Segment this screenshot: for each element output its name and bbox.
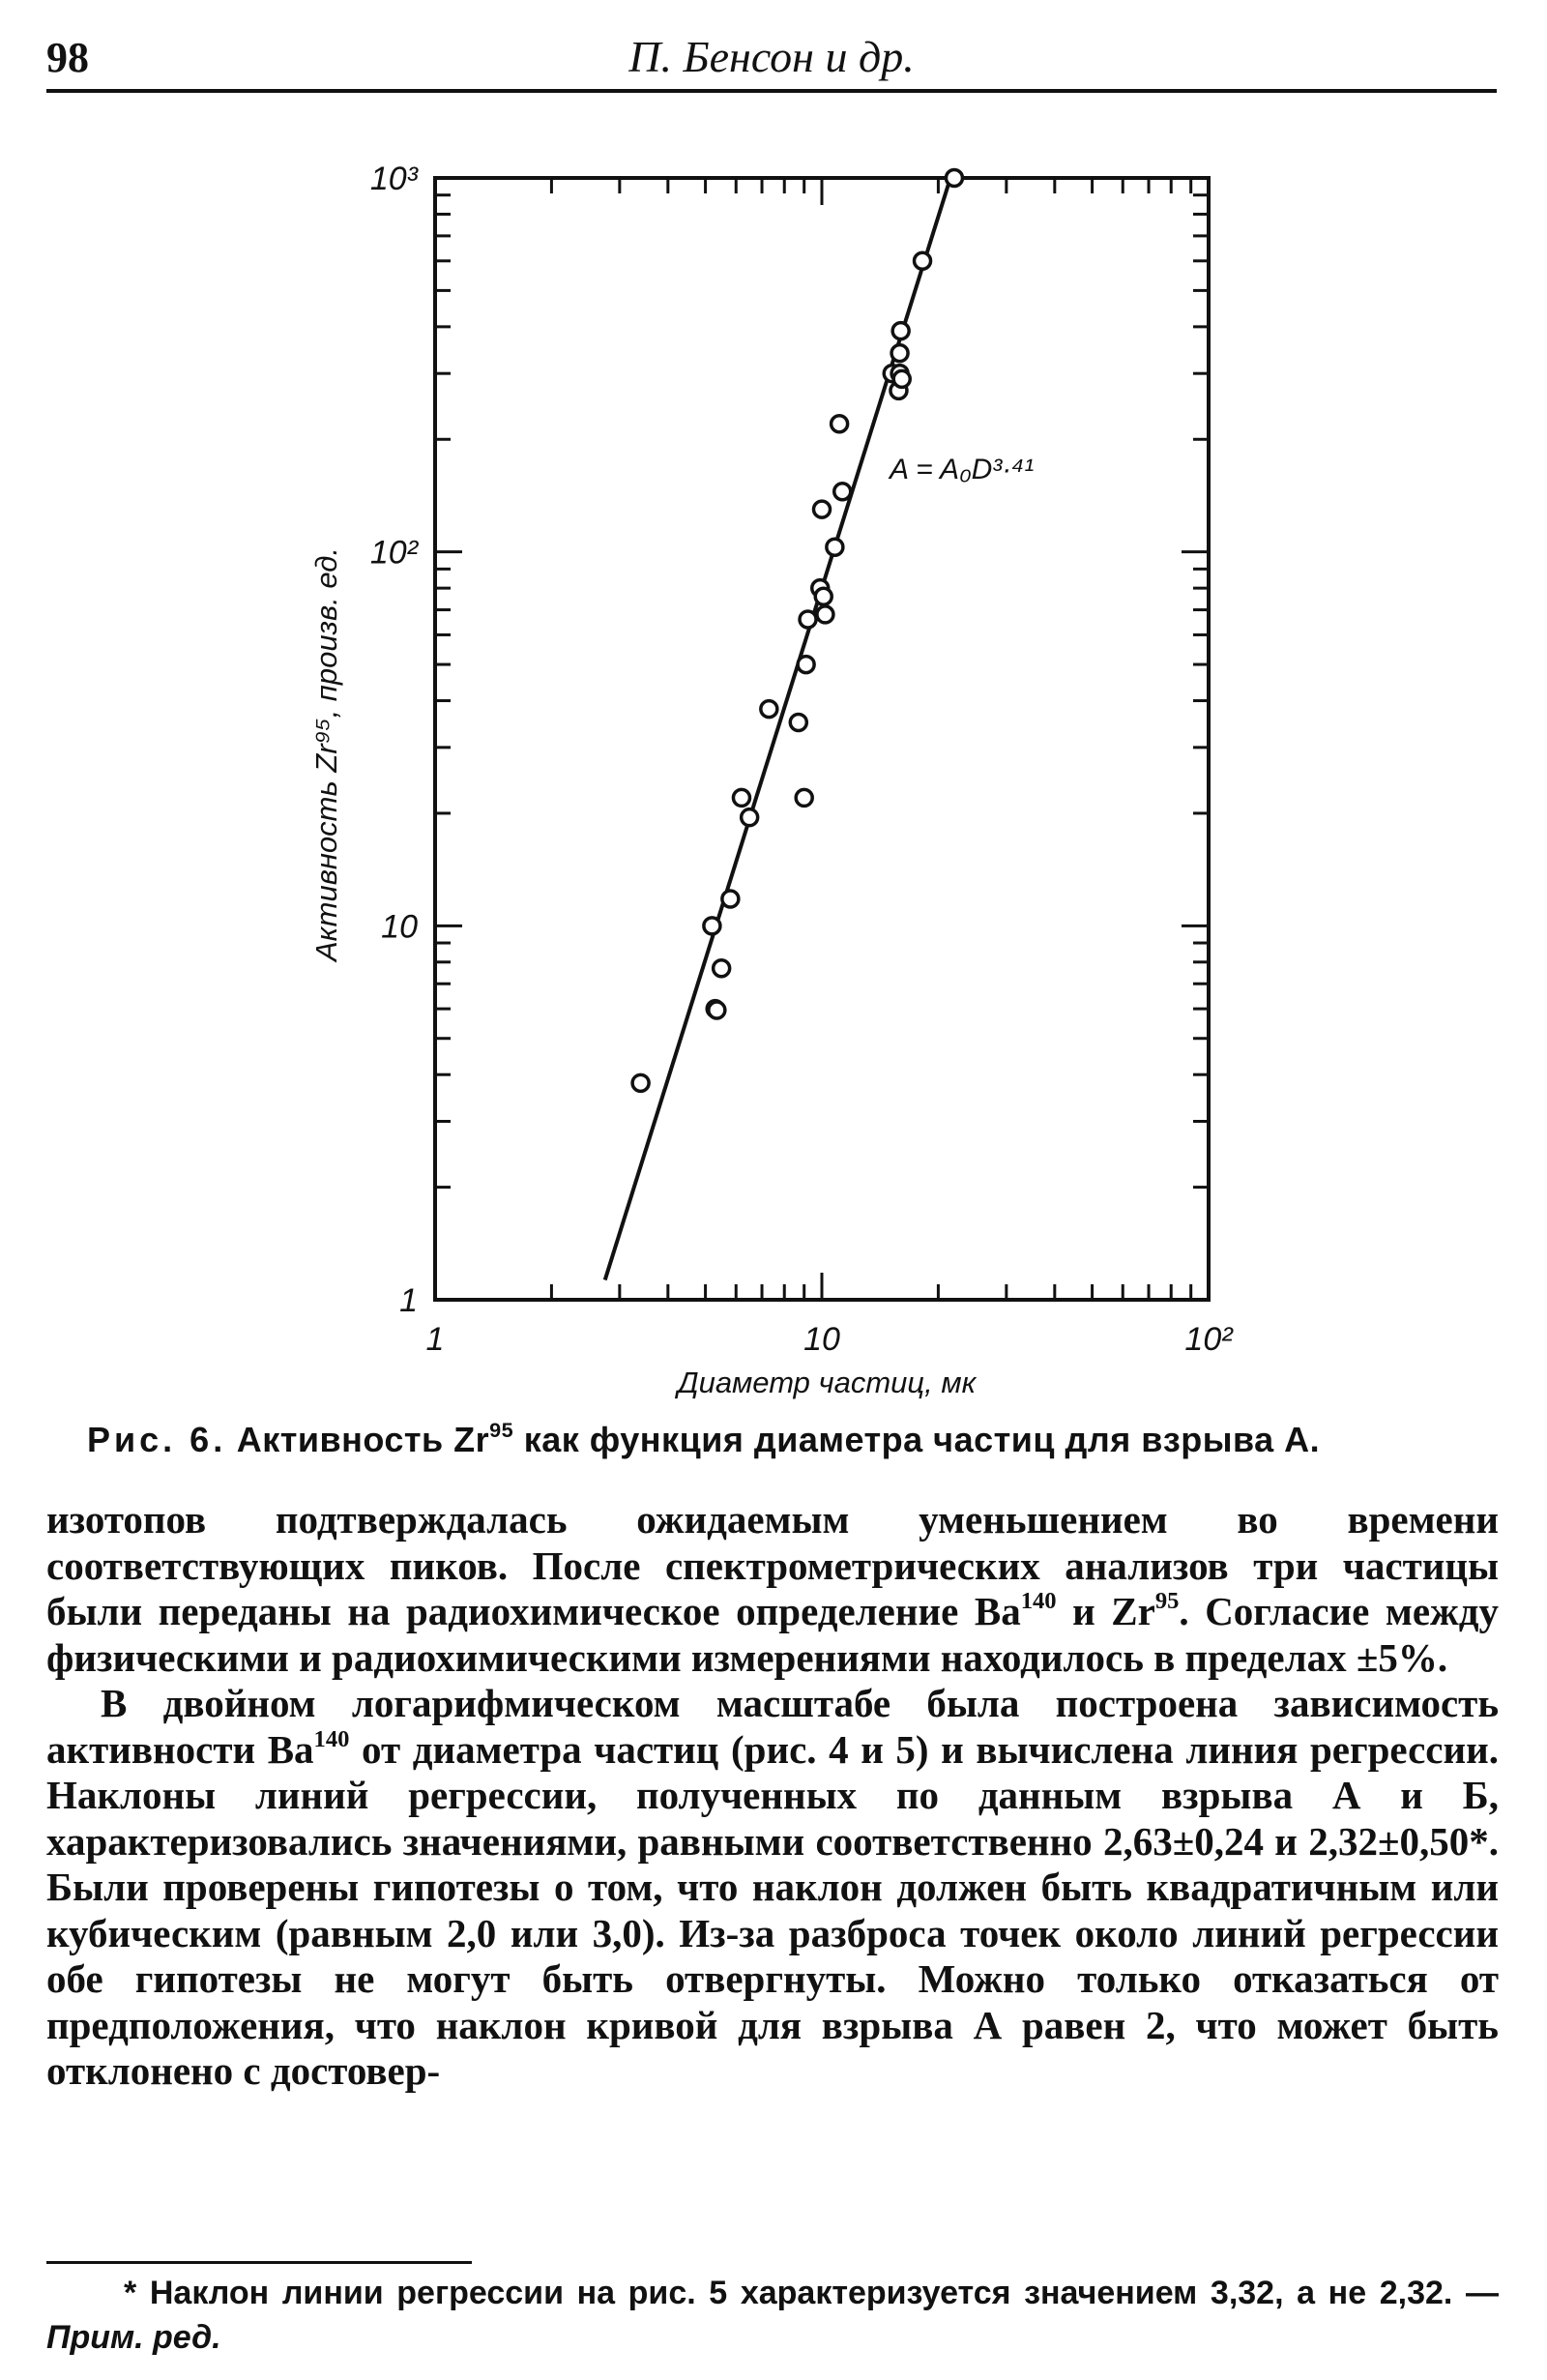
data-point	[704, 918, 720, 934]
data-point	[714, 960, 730, 977]
x-tick-label: 10	[803, 1321, 840, 1358]
p1-text-b: и Zr	[1056, 1589, 1155, 1633]
data-point	[815, 588, 832, 604]
data-point	[946, 170, 962, 187]
p1-text-a: изотопов подтверждалась ожидаемым уменьшением во времени соответствующих пиков. После спектрометрических анализов три частицы были переданы на радиохимическое определение Ba	[46, 1497, 1499, 1633]
footnote-note: Прим. ред.	[46, 2319, 221, 2356]
header-rule	[46, 89, 1497, 93]
page-number: 98	[46, 34, 89, 81]
tick-labels	[370, 161, 1234, 1358]
data-point	[742, 809, 758, 826]
data-point	[893, 370, 910, 387]
p2-sup: 140	[313, 1725, 350, 1752]
plot-frame	[435, 178, 1209, 1300]
caption-text-a: Активность Zr	[236, 1420, 490, 1459]
y-tick-label: 10²	[369, 534, 418, 572]
data-point	[915, 252, 931, 269]
figure-6-chart	[280, 135, 1305, 1412]
data-point	[761, 701, 777, 718]
y-axis-label: Активность Zr⁹⁵, произв. ед.	[309, 546, 343, 962]
y-tick-label: 10	[381, 908, 418, 946]
data-point	[817, 606, 833, 623]
p2-text-b: от диаметра частиц (рис. 4 и 5) и вычислена линия регрессии. Наклоны линий регрессии, полученных по данным взрыва А и Б, характеризовались значениями, равными соответственно 2,63±0,24 и 2,32±0,50*. Были проверены гипотезы о том, что наклон должен быть квадратичным или кубическим (равным 2,0 или 3,0). Из-за разброса точек около линий регрессии обе гипотезы не могут быть отвергнуты. Можно только отказаться от предположения, что наклон кривой для взрыва А равен 2, что может быть отклонено с достовер-	[46, 1726, 1499, 2093]
p1-text-c: . Согласие между физическими и радиохимическими измерениями находилось в пределах ±5%.	[46, 1589, 1499, 1680]
paragraph-2	[46, 1681, 1499, 2095]
footnote-rule	[46, 2261, 472, 2264]
paragraph-1	[46, 1497, 1499, 1681]
p2-text-a: В двойном логарифмическом масштабе была построена зависимость активности Ba	[46, 1681, 1499, 1772]
fit-line-group	[605, 178, 950, 1279]
body-text	[46, 1497, 1499, 2095]
axis-ticks	[435, 178, 1209, 1300]
caption-lead: Рис. 6.	[87, 1420, 227, 1459]
data-point	[790, 714, 806, 730]
data-point	[798, 657, 814, 673]
data-point	[709, 1002, 725, 1018]
fit-label: A = A₀D³·⁴¹	[890, 454, 1035, 485]
x-tick-label: 10²	[1184, 1321, 1233, 1358]
data-points	[632, 170, 962, 1092]
x-tick-label: 1	[425, 1321, 445, 1358]
data-point	[834, 484, 851, 500]
figure-caption	[87, 1417, 1499, 1460]
data-point	[733, 789, 749, 806]
x-axis-label: Диаметр частиц, мк	[677, 1366, 977, 1399]
y-tick-label: 10³	[369, 161, 418, 197]
footnote-text: * Наклон линии регрессии на рис. 5 характеризуется значением 3,32, а не 2,32. —	[124, 2275, 1499, 2311]
data-point	[827, 539, 843, 555]
p1-sup-2: 95	[1154, 1587, 1180, 1614]
chart-svg	[280, 135, 1305, 1412]
running-title: П. Бенсон и др.	[628, 32, 915, 81]
y-tick-label: 1	[399, 1282, 418, 1319]
data-point	[832, 416, 848, 432]
caption-text-b: как функция диаметра частиц для взрыва А.	[513, 1420, 1321, 1459]
data-point	[892, 323, 909, 339]
regression-line	[605, 178, 950, 1279]
data-point	[814, 501, 831, 517]
caption-sup: 95	[489, 1417, 514, 1442]
data-point	[722, 891, 739, 907]
data-point	[891, 345, 908, 362]
footnote	[46, 2271, 1499, 2360]
page-header	[46, 27, 1497, 97]
footnote-paragraph	[46, 2271, 1499, 2360]
data-point	[632, 1074, 649, 1091]
p1-sup-1: 140	[1020, 1587, 1057, 1614]
data-point	[796, 789, 812, 806]
data-point	[800, 611, 816, 628]
